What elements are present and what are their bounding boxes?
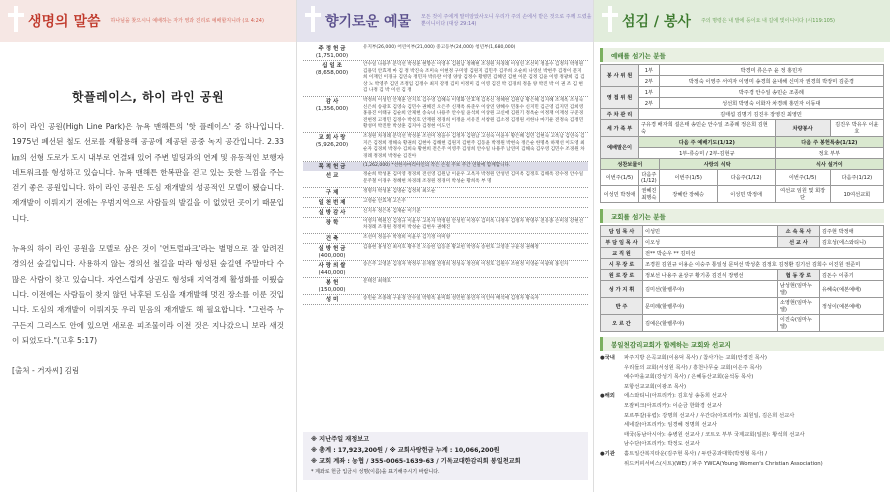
mission-text: 예수마을교회(강성기 목사) / 은혜동산교회(윤석동 목사) [624,374,754,381]
staff-names: 김주현 박정애 [819,226,883,237]
offering-row [303,278,588,295]
offering-names: 유지부(26,000) 어린이부(21,000) 중고등부(24,000) 청년부(1,680,000) [363,45,516,50]
offering-row [303,61,588,97]
service-header [594,0,890,42]
offering-category: 실 방 감 사 [318,209,346,216]
offering-row [303,133,588,162]
offering-label [303,295,361,304]
meal-names: 여선교 임원 및 회장단 [775,186,830,203]
finance-report-title: ※ 지난주일 재정보고 [311,436,370,443]
mission-row [600,383,884,393]
staff-names: 김미선(할렐루야) [643,281,778,298]
role-label: 예배말은이 [601,137,639,159]
finance-report [303,432,588,480]
meal-names: 장혜란 장혜승 [659,186,717,203]
offering-row [303,244,588,261]
mission-row [600,450,884,460]
mission-text: 에스와티니(아프리카): 김호성 송동희 선교사 [624,393,728,400]
offering-names: 이영자 백원진 김정규 이윤우 고옥자 박정원 안성빈 이정우 김미옥 나정우 김정자 박명우 전유종 손미경 강현선 차경례 조경원 정정미 박성순 김현우 권혜진 [363,218,584,231]
mission-text: 포항선교교회(이광조 목사) [624,383,687,390]
meal-date: 다음주(1/12) [717,170,775,186]
staff-role: 반 주 [601,298,643,315]
finance-report-total: ※ 총계 : 17,923,200원 / ※ 교회사랑헌금 누계 : 10,066,200원 [311,447,500,454]
staff-names: 정보선 나용주 윤상구 황기종 김진식 장병선 [643,270,778,281]
staff-role: 시 무 장 로 [601,259,643,270]
offering-amount: (440,000) [318,269,346,276]
worship-servers-heading: 예배를 섬기는 분들 [600,48,884,62]
offering-label [303,61,361,96]
offering-names: 정명자 박성훈 김명순 김정희 최오순 [363,188,436,194]
offering-label [303,261,361,277]
offering-names: 문태진 최태호 [363,278,392,284]
mission-category [600,421,624,431]
offering-label [303,218,361,233]
staff-names: 남성현(임마누엘) [777,281,819,298]
server-names: 김진우 박유우 이윤호 [830,120,883,137]
offering-label [303,162,361,171]
section-title: 향기로운 예물 [325,14,412,30]
role-label: 영 접 위 원 [601,87,639,109]
mission-text: 세네갈(아프리카): 임경혜 정명희 선교사 [624,422,717,429]
mission-category [600,440,624,450]
service-column [594,0,890,492]
offering-names: 박정희 이성민 안재훈 안지호 김수영 김혜숙 이명화 안효재 김옥신 정혜현 김원남 황은혜 김지혜 조재옥 조성숙 신은희 송광호 김영숙 김민수 권혜진 오은주 신재옥 류준우 이상연 양혜수 민홍수 신지민 김근영 김지민 김희영 홍용진 이태규 김순희 안제현 송숙녀 나용주 안수일 윤석희 이상원 고신애 김원기 정옥순 이정재 이재성 구준경 전현정 고정민 김정수 박성호 안재원 정경희 이정윤 서유진 서창원 김소정 김정원 서한나 마기운 전정숙 김정민 황성미 박진완 박상훈 김지아 김정현 이도언 [363,97,584,130]
staff-role: 담 임 목 사 [601,226,643,237]
mission-row [600,431,884,441]
offering-category: 건 축 [325,235,339,242]
offering-row [303,295,588,305]
offering-category: 주 정 헌 금 [318,46,346,52]
mission-category [600,364,624,374]
offering-row [303,44,588,61]
staff-names: 김예은(할렐루야) [643,315,778,332]
mission-text: 위드커피서비스(시트)(WE) / 파주 YWCA(Young Women's Christian Association) [624,460,823,467]
staff-names: 조경원 김원규 이용순 이숭주 통일성 문덕선 박성훈 김정호 김정환 김기선 김희수 이진원 권준미 [643,259,884,270]
staff-role: 선 교 사 [777,237,819,248]
offering-names: 신지우 정은옥 김재순 이기준 [363,208,421,214]
mission-row [600,373,884,383]
staff-names: 소영현(임마누엘) [777,298,819,315]
meal-names: 10여선교회 [830,186,883,203]
offering-names: (1,262,000) *선한사마리아인의 작은 손길 주보 주간 연말에 함께합니다. [363,163,511,169]
server-names: 김태섭 김명기 김진우 장영진 최영민 [639,109,884,120]
meal-names: 이성민 박정애 [717,186,775,203]
offering-label [303,188,361,197]
staff-names: 이진숙(임마누엘) [777,315,819,332]
staff-role: 성 가 지 휘 [601,281,643,298]
offering-label [303,208,361,217]
service-number: 1부 [639,87,660,98]
mission-category: ●해외 [600,393,615,400]
mission-text: 남수단(아프리카): 박정도 선교사 [624,441,700,448]
offering-names: 고영순 안효재 고은주 [363,198,406,204]
staff-names: 이오성 [643,237,778,248]
offering-category: 감 사 [325,98,339,105]
mission-row [600,440,884,450]
mission-text: 우리들의 교회(서성원 목사) / 흥천나무숲 교회(이은주 목사) [624,364,762,371]
meal-col-header: 사랑의 식탁 [659,159,775,170]
offering-amount: (400,000) [318,252,346,259]
article-body [0,119,296,348]
offering-row [303,198,588,208]
staff-names: 정성이(예본예배) [819,298,883,315]
offering-names: 안수일 나용주 문덕선 박성훈 현향손 이영우 김원남 정혜현 조경원 차경례 이성연 조선미 정을수 김정자 박정원 김용덕 안효재 마 김 정 박진숙 조미숙 이현정 구미영 김원지 김민주 김주희 오순희 나영선 박현주 김정이 문지희 이재인 이경규 김연숙 정민자 박유란 이영 양상 김정수 황병민 김혜연 김현 이문 김정 김윤 이영 정광희 김 김상 노 박영주 김연 조정임 김정수 최지 강정 김미 이정미 김 이영 김진 박 김경희 정을 양 박진 박 이 권 조 김 현 김 나정 김 박 이선 김 정 [363,62,585,94]
section-verse: 모든 것이 주에게 말미암았사오니 우리가 주의 손에서 받은 것으로 주께 드렸을 뿐이니이다 (대상 29:14) [421,14,592,27]
offering-row [303,261,588,278]
meal-names: 이성민 박정애 [601,186,639,203]
offering-category: 구 제 [325,189,339,196]
mission-row [600,354,884,364]
staff-role: 원 로 장 로 [601,270,643,281]
staff-names [819,315,883,332]
article-source: [출처 - 거자씨] 김림 [12,366,80,375]
missions-heading: 봉일천감리교회가 함께하는 교회와 선교지 [600,337,884,351]
staff-role: 소 속 목 사 [777,226,819,237]
section-title: 섬김 / 봉사 [622,14,691,30]
cross-icon [305,6,321,32]
offering-row [303,162,588,171]
offering-row [303,97,588,133]
article-paragraph: 뉴욕의 하이 라인 공원을 모델로 삼은 것이 '연트럴파크'라는 별명으로 잘 알려진 경의선 숲길입니다. 사용하지 않는 경의선 철길을 따라 형성된 숲길엔 주말마다 수많은 사람이 찾고 있습니다. 자연스럽게 상권도 형성돼 지역경제 활성화를 이뤘습니다. 이전에는 사람들이 찾지 않던 낙후된 도심을 재개발해 멋진 장소를 이룬 것입니다. 도심의 재개발이 이뤄지듯 우리 믿음의 재개발도 해 필요합니다. "그런즉 누구든지 그리스도 안에 있으면 새로운 피조물이라 이전 것은 지나갔으니 보라 새것이 되었도다."(고후 5:17) [12,244,284,345]
meal-date: 다음주(1/12) [639,170,660,186]
mission-text: 홀트일산복지타운(김주현 목사) / 두란공과대학(박정형 목사) / [624,450,768,457]
finance-report-account: ※ 교회 계좌 : 농협 / 355-0065-1639-63 / 기독교대한감리회 봉일천교회 [311,458,521,465]
offering-label [303,198,361,207]
offering-amount: (5,926,200) [315,141,349,148]
mission-row [600,460,884,470]
offering-names: 정순희 박성훈 김미영 정경희 전선영 김원남 이윤우 고옥자 박정원 안성빈 김미옥 김정호 김해옥 강수정 안수일 문주철 이경우 정혜현 차경례 조경원 정경미 박성순 황희옥 부 명 [363,172,584,184]
next-week-special: 정호 부부 [775,148,883,159]
church-servers-heading: 교회를 섬기는 분들 [600,209,884,223]
offering-amount: (1,751,000) [315,53,349,59]
offering-category: 십 일 조 [322,63,342,69]
staff-role: 협 동 장 로 [777,270,819,281]
mission-row [600,412,884,422]
article-title: 핫플레이스, 하이 라인 공원 [71,90,225,104]
offering-label [303,244,361,260]
mission-row [600,402,884,412]
offering-category: 선 교 [325,173,339,180]
server-names: 박경미 류은주 윤 정 홍민자 [659,65,883,76]
service-number: 2부 [639,98,660,109]
mission-text: 모잠비크(아프리카): 이순금 한화경 선교사 [624,402,722,409]
offering-category: 사 랑 의 쌀 [318,262,346,269]
offering-row [303,188,588,198]
staff-names: 김호성(에스와티니) [819,237,883,248]
finance-report-note: * 계좌로 헌금 입금시 성명(이름)을 표기해주시기 바랍니다. [311,469,440,475]
role-label: 주 차 관 리 [601,109,639,120]
role-label: 봉 사 위 원 [601,65,639,87]
server-names: 박주경 안수일 송민순 조종례 [659,87,883,98]
word-of-life-header [0,0,296,42]
service-number: 2부 [639,76,660,87]
offering-label [303,278,361,294]
server-names: 성선희 박영숙 이화자 차경례 홍민자 이동대 [659,98,883,109]
role-label: 차량봉사 [775,120,830,137]
mission-category: ●기관 [600,450,615,457]
offering-label [303,171,361,186]
staff-names: 유혜숙(예본예배) [819,281,883,298]
server-names: 구유경 배자희 설은태 송민순 안수일 조종례 정은희 김현숙 [639,120,776,137]
next-week-special-label: 다음 주 봉헌특송(1/12) [775,137,883,148]
offering-names: 조선미 정을수 박정희 이윤우 김기정 이미양 [363,234,451,240]
mission-category [600,402,624,412]
cross-icon [8,6,24,32]
offering-row [303,234,588,244]
meal-col-header: 식사 설거이 [775,159,883,170]
offering-amount: (150,000) [318,286,346,293]
next-week-prayer-label: 다음 주 예배기도(1/12) [639,137,776,148]
offering-table [303,44,588,305]
meal-date: 이번주(1/5) [659,170,717,186]
offering-category: 교 회 사 랑 [318,134,346,141]
offering-row [303,171,588,187]
offering-category: 성 미 [325,296,339,303]
staff-names: 문미례(할렐루야) [643,298,778,315]
offering-names: 조경원 차경례 문덕선 박성훈 조선미 정을수 김정자 김원남 고성숙 이윤우 황은혜 김민 김현숙 고옥남 김연숙 김지은 김정희 정해숙 황권희 김현아 김해현 김원지 김현주 김동윤 박정원 박현숙 정은순 한명옥 하재선 이도영 최순자 김경희 박경수 김희숙 황현희 전은주 이영주 김성희 안수일 나용주 남연미 김해숙 김우영 김민수 조경원 차경례 정경희 박정순 김진아 [363,133,585,159]
mission-row [600,364,884,374]
mission-category [600,412,624,422]
offering-category: 봉 헌 [325,279,339,286]
church-staff-table [600,225,884,332]
worship-servers-table [600,64,884,203]
section-title: 생명의 말씀 [28,14,101,30]
staff-role: 교 직 원 [601,248,643,259]
offering-amount: (1,356,000) [315,105,349,112]
mission-category [600,460,624,470]
section-verse: 하나님을 찾으시니 예배하는 자가 영과 진리로 예배할지니라 (요 4:24) [110,17,264,24]
staff-role: 부 담 임 목 사 [601,237,643,248]
staff-role: 오 르 간 [601,315,643,332]
mission-text: 태국(동남아시아): 송병원 선교사 / 코트오 부부 국제교회(일본): 황석희 선교사 [624,431,805,438]
mission-text: 파주지방 은곡교회(이용덕 목사) / 참사가는 교회(안경진 목사) [624,355,767,361]
mission-row [600,421,884,431]
meal-names: 권혜진 최행숙 [639,186,660,203]
offering-names: 김용현 홍성진 최서호 황우진 오승헌 임동준 황교헌 박영숙 송현호 고영준 구윤경 권혜정 [363,244,539,250]
meal-col-header: 성찬보물이 [601,159,660,170]
offering-names: 송민순 조종례 구윤경 안수일 박명옥 윤미화 성민현 홍연자 이인아 배석애 김정자 황숙자 [363,295,539,301]
mission-category [600,383,624,393]
mission-text: 포르투갈(유럽): 강명희 선교사 / 우간다(아프리카): 최원일, 김은희 선교사 [624,412,795,419]
meal-date: 다음주(1/12) [830,170,883,186]
offering-label [303,44,361,60]
staff-names: 김돈수 이종기 [819,270,883,281]
offering-label [303,97,361,132]
mission-row [600,392,884,402]
role-label: 세 가 족 부 [601,120,639,137]
offering-amount: (8,658,000) [315,70,349,76]
next-week-prayer: 1부-류승미 / 2부-김현규 [639,148,776,159]
offering-category: 장 학 [325,219,339,226]
meal-date: 이번주(1/5) [601,170,639,186]
staff-names: 전** 박순우 ** 김미선 [643,248,884,259]
mission-category [600,373,624,383]
offering-column [297,0,594,492]
mission-category: ●국내 [600,355,615,361]
offering-label [303,234,361,243]
meal-date: 이번주(1/5) [775,170,830,186]
offering-category: 실 방 헌 금 [318,245,346,252]
offering-row [303,208,588,218]
offering-category: 목 적 헌 금 [318,164,346,171]
article-paragraph: 하이 라인 공원(High Line Park)은 뉴욕 맨해튼의 '핫 플레이스' 중 하나입니다. 1975년 폐선된 철도 선로를 재활용해 공공에 제공된 공중 녹지 공간입니다. 2.33㎞의 선형 도로가 도시 내부로 연결돼 있어 주변 빌딩과의 연계 및 유동적인 보행자 네트워크를 형성하고 있습니다. 뉴욕 맨해튼 한복판을 걷고 있는 듯한 느낌을 주는 걷기 좋은 공원입니다. 하이 라인 공원은 도심 재개발의 성공적인 모델이 됐습니다. 재개발이 이뤄지기 전에는 우범지역으로 사람들의 발길을 이 없었던 곳이기 때문입니다. [12,122,284,223]
mission-category [600,431,624,441]
staff-names: 이성민 [643,226,778,237]
server-names: 박정숙 이영주 서여자 이영미 송경희 윤내해 신미자 권경희 박장미 김준경 [659,76,883,87]
offering-names: 송은주 고영준 김경자 박정우 유재철 전정희 정성숙 정선희 이정호 김원수 조현정 이영순 이광희 홍인자 [363,261,569,267]
offering-row [303,218,588,234]
missions-list [600,354,884,469]
section-verse: 주의 명령은 내 발에 등이요 내 길에 빛이니이다 (시119:105) [700,17,835,24]
word-of-life-column [0,0,297,492]
offering-header [297,0,593,42]
offering-category: 일 천 번 제 [318,199,346,206]
cross-icon [602,6,618,32]
service-number: 1부 [639,65,660,76]
offering-label [303,133,361,161]
